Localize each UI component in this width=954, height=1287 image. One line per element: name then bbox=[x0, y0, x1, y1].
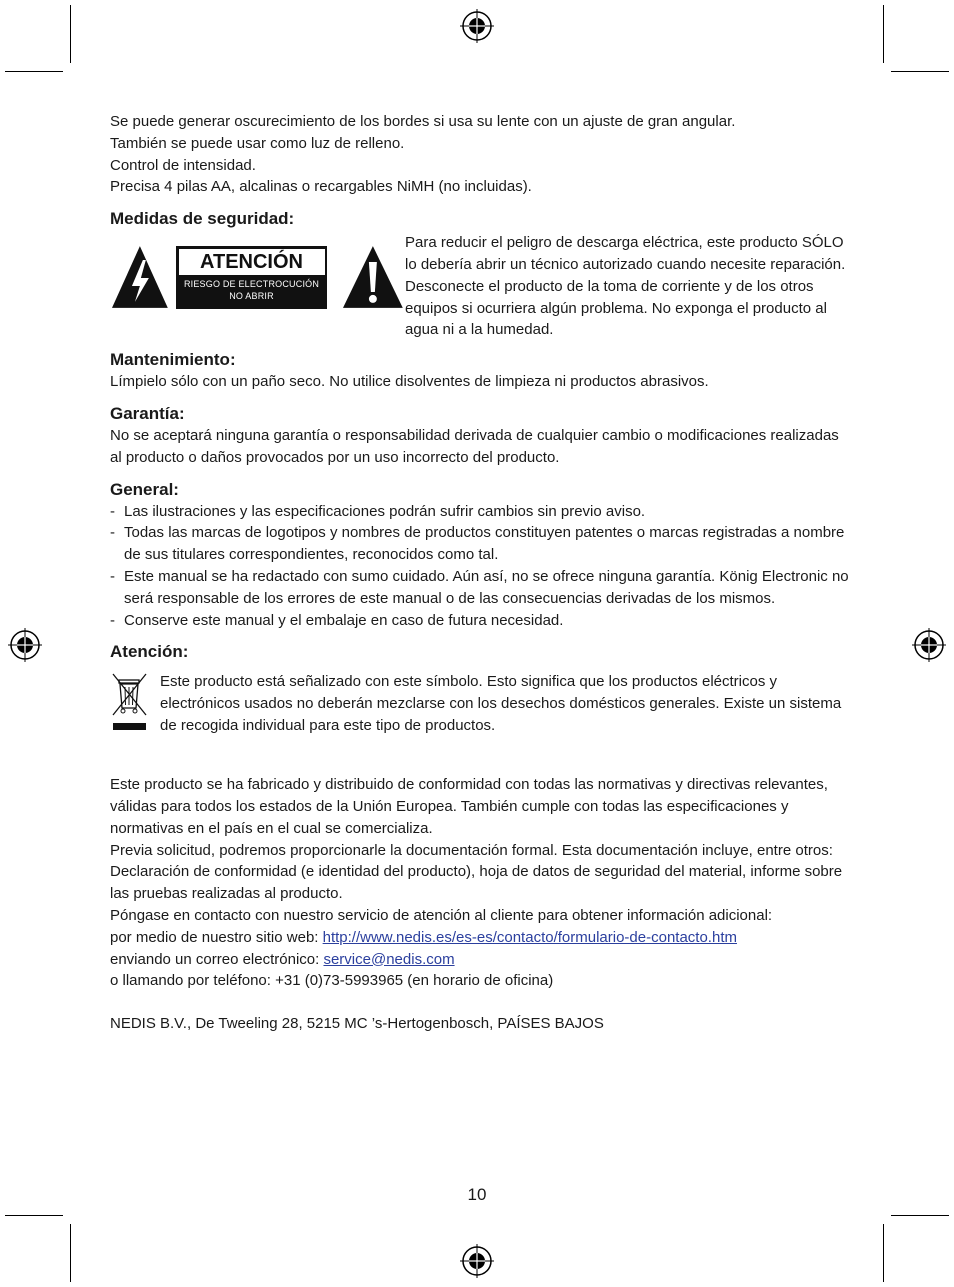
exclamation-warning-icon bbox=[341, 244, 405, 310]
maintenance-section bbox=[110, 349, 850, 393]
electric-shock-warning-icon bbox=[110, 244, 170, 310]
crop-mark bbox=[5, 1215, 63, 1216]
registration-mark-icon bbox=[460, 1244, 494, 1278]
crop-mark bbox=[891, 1215, 949, 1216]
atencion-badge-title: ATENCIÓN bbox=[179, 249, 325, 275]
page-number: 10 bbox=[467, 1185, 487, 1204]
general-heading: General: bbox=[110, 479, 179, 499]
contact-form-link[interactable]: http://www.nedis.es/es-es/contacto/formulario-de-contacto.htm bbox=[322, 928, 737, 946]
conformity-block bbox=[110, 774, 850, 992]
list-item: - Este manual se ha redactado con sumo cuidado. Aún así, no se ofrece ninguna garantía. König Electronic no será responsable de los errores de este manual o de las consecuencias derivadas de los mismos. bbox=[110, 566, 850, 610]
atencion-badge-line: NO ABRIR bbox=[229, 290, 274, 301]
warranty-heading: Garantía: bbox=[110, 403, 185, 423]
safety-section bbox=[110, 208, 850, 341]
crop-mark bbox=[883, 5, 884, 63]
crop-mark bbox=[5, 71, 63, 72]
atencion-badge bbox=[176, 246, 327, 309]
registration-mark-icon bbox=[912, 628, 946, 662]
attention-section bbox=[110, 641, 850, 742]
intro-line: Precisa 4 pilas AA, alcalinas o recargables NiMH (no incluidas). bbox=[110, 178, 532, 196]
attention-heading: Atención: bbox=[110, 642, 189, 662]
registration-mark-icon bbox=[8, 628, 42, 662]
company-address: NEDIS B.V., De Tweeling 28, 5215 MC ’s-Hertogenbosch, PAÍSES BAJOS bbox=[110, 1015, 604, 1033]
intro-line: Control de intensidad. bbox=[110, 156, 256, 174]
atencion-badge-line: RIESGO DE ELECTROCUCIÓN bbox=[183, 278, 320, 289]
list-item: - Todas las marcas de logotipos y nombres de productos constituyen patentes o marcas registradas a nombre de sus titulares correspondientes, reconocidos como tal. bbox=[110, 522, 850, 566]
maintenance-text: Límpielo sólo con un paño seco. No utilice disolventes de limpieza ni productos abrasivos. bbox=[110, 373, 709, 391]
warranty-section bbox=[110, 403, 850, 469]
email-link[interactable]: service@nedis.com bbox=[323, 950, 455, 968]
weee-bin-icon bbox=[110, 671, 160, 742]
intro-line: También se puede usar como luz de relleno. bbox=[110, 134, 405, 152]
weee-row bbox=[110, 671, 850, 742]
safety-heading: Medidas de seguridad: bbox=[110, 209, 295, 229]
email-contact-line bbox=[110, 949, 850, 971]
maintenance-heading: Mantenimiento: bbox=[110, 350, 236, 370]
crop-mark bbox=[883, 1224, 884, 1282]
registration-mark-icon bbox=[460, 9, 494, 43]
intro-block bbox=[110, 111, 850, 198]
intro-line: Se puede generar oscurecimiento de los bordes si usa su lente con un ajuste de gran angular. bbox=[110, 113, 736, 130]
general-section bbox=[110, 479, 850, 632]
attention-text: Este producto está señalizado con este símbolo. Esto significa que los productos eléctricos y electrónicos usados no deberán mezclarse con los desechos domésticos generales. Existe un sistema de recogida individual para este tipo de productos. bbox=[160, 673, 842, 734]
crop-mark bbox=[70, 5, 71, 63]
safety-icons bbox=[110, 232, 405, 322]
conformity-paragraph: Póngase en contacto con nuestro servicio de atención al cliente para obtener información adicional: bbox=[110, 906, 773, 924]
conformity-paragraph: Previa solicitud, podremos proporcionarle la documentación formal. Esta documentación incluye, entre otros: Declaración de conformidad (e identidad del producto), hoja de datos de seguridad del material, informe sobre las pruebas realizadas al producto. bbox=[110, 841, 843, 903]
email-prefix: enviando un correo electrónico: bbox=[110, 950, 324, 968]
phone-contact-line: o llamando por teléfono: +31 (0)73-5993965 (en horario de oficina) bbox=[110, 972, 554, 990]
web-contact-line bbox=[110, 927, 850, 949]
list-item: - Las ilustraciones y las especificaciones podrán sufrir cambios sin previo aviso. bbox=[110, 501, 850, 523]
crop-mark bbox=[70, 1224, 71, 1282]
general-list bbox=[110, 501, 850, 632]
safety-row bbox=[110, 232, 850, 341]
list-item: - Conserve este manual y el embalaje en caso de futura necesidad. bbox=[110, 610, 850, 632]
warranty-text: No se aceptará ninguna garantía o responsabilidad derivada de cualquier cambio o modificaciones realizadas al producto o daños provocados por un uso incorrecto del producto. bbox=[110, 426, 839, 466]
crop-mark bbox=[891, 71, 949, 72]
conformity-paragraph: Este producto se ha fabricado y distribuido de conformidad con todas las normativas y directivas relevantes, válidas para todos los estados de la Unión Europea. También cumple con todas las especificaciones y normativas en el país en el cual se comercializa. bbox=[110, 776, 828, 837]
page-content bbox=[110, 111, 850, 1035]
web-prefix: por medio de nuestro sitio web: bbox=[110, 928, 323, 946]
safety-text: Para reducir el peligro de descarga eléctrica, este producto SÓLO lo debería abrir un técnico autorizado cuando necesite reparación. Desconecte el producto de la toma de corriente y de los otros equipos si ocurriera algún problema. No exponga el producto al agua ni a la humedad. bbox=[405, 234, 846, 339]
